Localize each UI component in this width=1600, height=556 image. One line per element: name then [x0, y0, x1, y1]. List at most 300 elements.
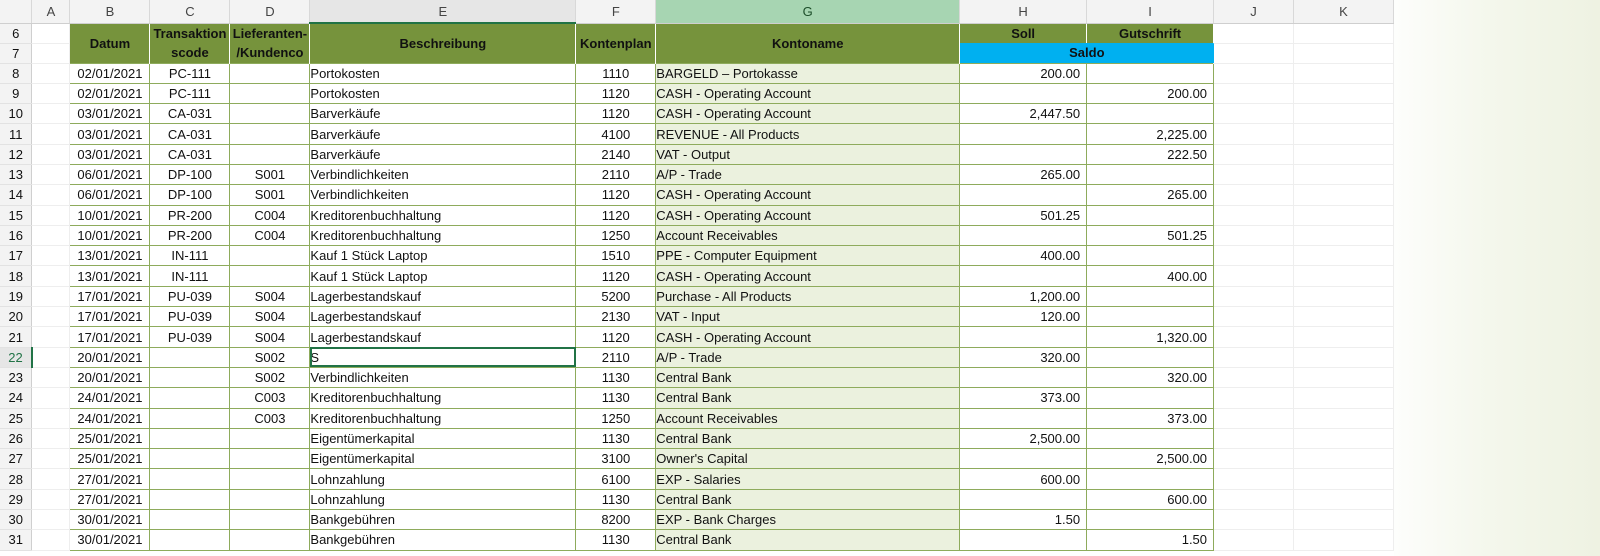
cell-gutschrift[interactable]: [1087, 347, 1214, 367]
cell-kontenplan[interactable]: 8200: [576, 510, 656, 530]
cell-datum[interactable]: 25/01/2021: [70, 428, 150, 448]
cell-j[interactable]: [1214, 530, 1294, 550]
row-number[interactable]: 26: [0, 428, 32, 448]
cell-j7[interactable]: [1214, 43, 1294, 63]
cell-j[interactable]: [1214, 489, 1294, 509]
column-header-e[interactable]: E: [310, 0, 576, 23]
cell-kontoname[interactable]: Account Receivables: [656, 408, 960, 428]
cell-transaktionscode[interactable]: [150, 367, 230, 387]
cell-kundencode[interactable]: [230, 144, 310, 164]
header-gutschrift[interactable]: Gutschrift: [1087, 23, 1214, 43]
cell-datum[interactable]: 17/01/2021: [70, 286, 150, 306]
cell-soll[interactable]: 2,447.50: [960, 104, 1087, 124]
cell-beschreibung[interactable]: Verbindlichkeiten: [310, 185, 576, 205]
cell-kontenplan[interactable]: 2130: [576, 307, 656, 327]
cell-transaktionscode[interactable]: IN-111: [150, 246, 230, 266]
cell-kontenplan[interactable]: 1130: [576, 489, 656, 509]
cell-transaktionscode[interactable]: CA-031: [150, 124, 230, 144]
column-header-j[interactable]: J: [1214, 0, 1294, 23]
row-number[interactable]: 19: [0, 286, 32, 306]
cell-j[interactable]: [1214, 205, 1294, 225]
cell-transaktionscode[interactable]: CA-031: [150, 104, 230, 124]
cell-kontenplan[interactable]: 1120: [576, 185, 656, 205]
cell-j[interactable]: [1214, 124, 1294, 144]
row-number[interactable]: 18: [0, 266, 32, 286]
cell-j[interactable]: [1214, 388, 1294, 408]
cell-k[interactable]: [1293, 530, 1393, 550]
cell-soll[interactable]: 600.00: [960, 469, 1087, 489]
cell-transaktionscode[interactable]: PU-039: [150, 286, 230, 306]
cell-datum[interactable]: 30/01/2021: [70, 510, 150, 530]
header-datum[interactable]: Datum: [70, 23, 150, 63]
cell-datum[interactable]: 03/01/2021: [70, 124, 150, 144]
cell-datum[interactable]: 20/01/2021: [70, 347, 150, 367]
cell-kontenplan[interactable]: 1110: [576, 63, 656, 83]
cell-gutschrift[interactable]: [1087, 104, 1214, 124]
cell-kontenplan[interactable]: 3100: [576, 449, 656, 469]
cell-datum[interactable]: 02/01/2021: [70, 83, 150, 103]
cell-a[interactable]: [32, 347, 70, 367]
cell-j[interactable]: [1214, 307, 1294, 327]
cell-beschreibung[interactable]: Bankgebühren: [310, 510, 576, 530]
cell-j[interactable]: [1214, 63, 1294, 83]
cell-datum[interactable]: 03/01/2021: [70, 104, 150, 124]
cell-datum[interactable]: 10/01/2021: [70, 225, 150, 245]
cell-j[interactable]: [1214, 449, 1294, 469]
cell-k[interactable]: [1293, 205, 1393, 225]
cell-kontenplan[interactable]: 1120: [576, 266, 656, 286]
cell-kontoname[interactable]: EXP - Salaries: [656, 469, 960, 489]
cell-beschreibung[interactable]: Lohnzahlung: [310, 489, 576, 509]
column-header-i[interactable]: I: [1087, 0, 1214, 23]
cell-k[interactable]: [1293, 225, 1393, 245]
cell-kontoname[interactable]: CASH - Operating Account: [656, 104, 960, 124]
cell-k[interactable]: [1293, 408, 1393, 428]
cell-soll[interactable]: [960, 83, 1087, 103]
header-kontenplan[interactable]: Kontenplan: [576, 23, 656, 63]
cell-kontoname[interactable]: Central Bank: [656, 489, 960, 509]
cell-soll[interactable]: [960, 266, 1087, 286]
cell-datum[interactable]: 13/01/2021: [70, 246, 150, 266]
cell-transaktionscode[interactable]: [150, 530, 230, 550]
cell-a[interactable]: [32, 510, 70, 530]
cell-gutschrift[interactable]: 265.00: [1087, 185, 1214, 205]
cell-kundencode[interactable]: [230, 124, 310, 144]
cell-k[interactable]: [1293, 144, 1393, 164]
column-header-d[interactable]: D: [230, 0, 310, 23]
cell-a[interactable]: [32, 286, 70, 306]
cell-a[interactable]: [32, 225, 70, 245]
cell-kontoname[interactable]: Central Bank: [656, 367, 960, 387]
column-header-h[interactable]: H: [960, 0, 1087, 23]
cell-gutschrift[interactable]: [1087, 286, 1214, 306]
cell-soll[interactable]: [960, 449, 1087, 469]
cell-a[interactable]: [32, 307, 70, 327]
cell-kontoname[interactable]: Central Bank: [656, 428, 960, 448]
cell-k[interactable]: [1293, 449, 1393, 469]
cell-kundencode[interactable]: [230, 449, 310, 469]
cell-kundencode[interactable]: [230, 489, 310, 509]
cell-soll[interactable]: 1.50: [960, 510, 1087, 530]
active-cell-beschreibung[interactable]: S: [310, 347, 576, 367]
row-number[interactable]: 9: [0, 83, 32, 103]
cell-gutschrift[interactable]: 501.25: [1087, 225, 1214, 245]
cell-gutschrift[interactable]: 320.00: [1087, 367, 1214, 387]
cell-datum[interactable]: 17/01/2021: [70, 327, 150, 347]
cell-soll[interactable]: [960, 327, 1087, 347]
cell-a[interactable]: [32, 327, 70, 347]
cell-beschreibung[interactable]: Verbindlichkeiten: [310, 164, 576, 184]
cell-k[interactable]: [1293, 63, 1393, 83]
cell-kundencode[interactable]: S002: [230, 347, 310, 367]
cell-soll[interactable]: 265.00: [960, 164, 1087, 184]
cell-j[interactable]: [1214, 164, 1294, 184]
cell-kontoname[interactable]: Account Receivables: [656, 225, 960, 245]
cell-beschreibung[interactable]: Kreditorenbuchhaltung: [310, 388, 576, 408]
header-lieferanten-line2[interactable]: /Kundenco: [230, 43, 310, 63]
cell-kontoname[interactable]: EXP - Bank Charges: [656, 510, 960, 530]
column-header-c[interactable]: C: [150, 0, 230, 23]
cell-soll[interactable]: 2,500.00: [960, 428, 1087, 448]
cell-kontoname[interactable]: Owner's Capital: [656, 449, 960, 469]
column-header-g[interactable]: G: [656, 0, 960, 23]
cell-kontenplan[interactable]: 1130: [576, 367, 656, 387]
cell-transaktionscode[interactable]: [150, 489, 230, 509]
cell-datum[interactable]: 10/01/2021: [70, 205, 150, 225]
cell-kundencode[interactable]: S001: [230, 164, 310, 184]
row-number[interactable]: 24: [0, 388, 32, 408]
row-number[interactable]: 20: [0, 307, 32, 327]
cell-k[interactable]: [1293, 286, 1393, 306]
cell-soll[interactable]: [960, 144, 1087, 164]
cell-kundencode[interactable]: [230, 510, 310, 530]
cell-kundencode[interactable]: S004: [230, 286, 310, 306]
cell-transaktionscode[interactable]: PC-111: [150, 63, 230, 83]
cell-kontenplan[interactable]: 1130: [576, 530, 656, 550]
cell-k[interactable]: [1293, 367, 1393, 387]
cell-kontenplan[interactable]: 1250: [576, 408, 656, 428]
cell-datum[interactable]: 24/01/2021: [70, 388, 150, 408]
cell-beschreibung[interactable]: Portokosten: [310, 83, 576, 103]
row-number[interactable]: 22: [0, 347, 32, 367]
cell-kontoname[interactable]: CASH - Operating Account: [656, 83, 960, 103]
row-number[interactable]: 7: [0, 43, 32, 63]
cell-a[interactable]: [32, 205, 70, 225]
cell-kontoname[interactable]: A/P - Trade: [656, 164, 960, 184]
cell-beschreibung[interactable]: Kreditorenbuchhaltung: [310, 225, 576, 245]
cell-beschreibung[interactable]: Barverkäufe: [310, 124, 576, 144]
cell-datum[interactable]: 06/01/2021: [70, 185, 150, 205]
cell-transaktionscode[interactable]: DP-100: [150, 185, 230, 205]
column-header-a[interactable]: A: [32, 0, 70, 23]
row-number[interactable]: 29: [0, 489, 32, 509]
cell-gutschrift[interactable]: 2,500.00: [1087, 449, 1214, 469]
cell-datum[interactable]: 20/01/2021: [70, 367, 150, 387]
cell-kontenplan[interactable]: 1130: [576, 388, 656, 408]
cell-gutschrift[interactable]: 1,320.00: [1087, 327, 1214, 347]
header-transaktion-line2[interactable]: scode: [150, 43, 230, 63]
cell-kontenplan[interactable]: 1120: [576, 205, 656, 225]
cell-transaktionscode[interactable]: PU-039: [150, 307, 230, 327]
cell-gutschrift[interactable]: [1087, 246, 1214, 266]
cell-beschreibung[interactable]: Barverkäufe: [310, 144, 576, 164]
row-number[interactable]: 17: [0, 246, 32, 266]
cell-soll[interactable]: 200.00: [960, 63, 1087, 83]
row-number[interactable]: 21: [0, 327, 32, 347]
cell-beschreibung[interactable]: Lohnzahlung: [310, 469, 576, 489]
cell-kontenplan[interactable]: 1120: [576, 83, 656, 103]
cell-kundencode[interactable]: [230, 530, 310, 550]
cell-k[interactable]: [1293, 428, 1393, 448]
cell-datum[interactable]: 02/01/2021: [70, 63, 150, 83]
row-number[interactable]: 13: [0, 164, 32, 184]
cell-datum[interactable]: 06/01/2021: [70, 164, 150, 184]
row-number[interactable]: 25: [0, 408, 32, 428]
row-number[interactable]: 31: [0, 530, 32, 550]
cell-kundencode[interactable]: [230, 63, 310, 83]
cell-a[interactable]: [32, 164, 70, 184]
column-header-k[interactable]: K: [1293, 0, 1393, 23]
cell-kontoname[interactable]: A/P - Trade: [656, 347, 960, 367]
cell-a[interactable]: [32, 449, 70, 469]
cell-beschreibung[interactable]: Barverkäufe: [310, 104, 576, 124]
cell-j6[interactable]: [1214, 23, 1294, 43]
header-kontoname[interactable]: Kontoname: [656, 23, 960, 63]
cell-transaktionscode[interactable]: PC-111: [150, 83, 230, 103]
cell-k[interactable]: [1293, 347, 1393, 367]
header-saldo[interactable]: Saldo: [960, 43, 1214, 63]
cell-kundencode[interactable]: [230, 428, 310, 448]
cell-a7[interactable]: [32, 43, 70, 63]
cell-kontoname[interactable]: CASH - Operating Account: [656, 327, 960, 347]
row-number[interactable]: 15: [0, 205, 32, 225]
cell-transaktionscode[interactable]: [150, 510, 230, 530]
cell-k[interactable]: [1293, 327, 1393, 347]
cell-a[interactable]: [32, 489, 70, 509]
cell-soll[interactable]: 400.00: [960, 246, 1087, 266]
cell-kontenplan[interactable]: 4100: [576, 124, 656, 144]
cell-kundencode[interactable]: [230, 469, 310, 489]
cell-kundencode[interactable]: S001: [230, 185, 310, 205]
cell-transaktionscode[interactable]: PR-200: [150, 205, 230, 225]
cell-gutschrift[interactable]: [1087, 307, 1214, 327]
cell-a[interactable]: [32, 124, 70, 144]
cell-j[interactable]: [1214, 144, 1294, 164]
cell-j[interactable]: [1214, 185, 1294, 205]
row-number[interactable]: 11: [0, 124, 32, 144]
cell-k6[interactable]: [1293, 23, 1393, 43]
cell-datum[interactable]: 24/01/2021: [70, 408, 150, 428]
cell-soll[interactable]: [960, 489, 1087, 509]
cell-datum[interactable]: 30/01/2021: [70, 530, 150, 550]
cell-gutschrift[interactable]: [1087, 63, 1214, 83]
cell-datum[interactable]: 27/01/2021: [70, 489, 150, 509]
row-number[interactable]: 14: [0, 185, 32, 205]
cell-soll[interactable]: [960, 225, 1087, 245]
cell-datum[interactable]: 13/01/2021: [70, 266, 150, 286]
cell-kundencode[interactable]: S004: [230, 307, 310, 327]
row-number[interactable]: 10: [0, 104, 32, 124]
cell-transaktionscode[interactable]: [150, 388, 230, 408]
cell-beschreibung[interactable]: Bankgebühren: [310, 530, 576, 550]
cell-a[interactable]: [32, 246, 70, 266]
cell-datum[interactable]: 17/01/2021: [70, 307, 150, 327]
cell-gutschrift[interactable]: [1087, 469, 1214, 489]
cell-gutschrift[interactable]: [1087, 164, 1214, 184]
cell-a[interactable]: [32, 104, 70, 124]
cell-gutschrift[interactable]: 400.00: [1087, 266, 1214, 286]
cell-j[interactable]: [1214, 327, 1294, 347]
cell-kontoname[interactable]: VAT - Output: [656, 144, 960, 164]
cell-kontenplan[interactable]: 6100: [576, 469, 656, 489]
cell-gutschrift[interactable]: 222.50: [1087, 144, 1214, 164]
cell-gutschrift[interactable]: 1.50: [1087, 530, 1214, 550]
cell-gutschrift[interactable]: 2,225.00: [1087, 124, 1214, 144]
cell-kontenplan[interactable]: 1250: [576, 225, 656, 245]
cell-a[interactable]: [32, 266, 70, 286]
cell-kontenplan[interactable]: 1510: [576, 246, 656, 266]
cell-j[interactable]: [1214, 104, 1294, 124]
cell-kundencode[interactable]: [230, 246, 310, 266]
cell-kontoname[interactable]: BARGELD – Portokasse: [656, 63, 960, 83]
cell-k[interactable]: [1293, 489, 1393, 509]
cell-kontoname[interactable]: CASH - Operating Account: [656, 185, 960, 205]
cell-gutschrift[interactable]: [1087, 428, 1214, 448]
cell-k[interactable]: [1293, 185, 1393, 205]
cell-soll[interactable]: 373.00: [960, 388, 1087, 408]
cell-transaktionscode[interactable]: IN-111: [150, 266, 230, 286]
cell-kundencode[interactable]: S002: [230, 367, 310, 387]
cell-soll[interactable]: [960, 408, 1087, 428]
cell-kundencode[interactable]: [230, 104, 310, 124]
cell-beschreibung[interactable]: Lagerbestandskauf: [310, 327, 576, 347]
cell-kontoname[interactable]: VAT - Input: [656, 307, 960, 327]
cell-beschreibung[interactable]: Lagerbestandskauf: [310, 307, 576, 327]
cell-soll[interactable]: 120.00: [960, 307, 1087, 327]
cell-kundencode[interactable]: C004: [230, 205, 310, 225]
cell-k[interactable]: [1293, 469, 1393, 489]
row-number[interactable]: 8: [0, 63, 32, 83]
cell-kontenplan[interactable]: 2140: [576, 144, 656, 164]
header-lieferanten[interactable]: Lieferanten-: [230, 23, 310, 43]
column-header-b[interactable]: B: [70, 0, 150, 23]
cell-beschreibung[interactable]: Portokosten: [310, 63, 576, 83]
cell-a[interactable]: [32, 367, 70, 387]
cell-datum[interactable]: 25/01/2021: [70, 449, 150, 469]
cell-a[interactable]: [32, 388, 70, 408]
cell-j[interactable]: [1214, 225, 1294, 245]
row-number[interactable]: 23: [0, 367, 32, 387]
cell-beschreibung[interactable]: Verbindlichkeiten: [310, 367, 576, 387]
cell-kontoname[interactable]: Purchase - All Products: [656, 286, 960, 306]
cell-j[interactable]: [1214, 469, 1294, 489]
cell-k[interactable]: [1293, 104, 1393, 124]
cell-k[interactable]: [1293, 164, 1393, 184]
cell-datum[interactable]: 27/01/2021: [70, 469, 150, 489]
cell-kontoname[interactable]: Central Bank: [656, 530, 960, 550]
cell-kontoname[interactable]: REVENUE - All Products: [656, 124, 960, 144]
cell-a[interactable]: [32, 530, 70, 550]
cell-a[interactable]: [32, 63, 70, 83]
cell-j[interactable]: [1214, 347, 1294, 367]
cell-soll[interactable]: [960, 530, 1087, 550]
cell-a[interactable]: [32, 83, 70, 103]
cell-k[interactable]: [1293, 307, 1393, 327]
cell-soll[interactable]: [960, 367, 1087, 387]
cell-kundencode[interactable]: C004: [230, 225, 310, 245]
cell-j[interactable]: [1214, 246, 1294, 266]
cell-kundencode[interactable]: C003: [230, 388, 310, 408]
cell-kontenplan[interactable]: 2110: [576, 164, 656, 184]
cell-gutschrift[interactable]: [1087, 388, 1214, 408]
cell-gutschrift[interactable]: 373.00: [1087, 408, 1214, 428]
cell-kontenplan[interactable]: 5200: [576, 286, 656, 306]
cell-gutschrift[interactable]: 200.00: [1087, 83, 1214, 103]
cell-soll[interactable]: [960, 185, 1087, 205]
cell-beschreibung[interactable]: Kreditorenbuchhaltung: [310, 205, 576, 225]
cell-datum[interactable]: 03/01/2021: [70, 144, 150, 164]
row-number[interactable]: 6: [0, 23, 32, 43]
cell-a[interactable]: [32, 144, 70, 164]
cell-a[interactable]: [32, 185, 70, 205]
row-number[interactable]: 30: [0, 510, 32, 530]
cell-soll[interactable]: [960, 124, 1087, 144]
cell-a[interactable]: [32, 469, 70, 489]
cell-kontoname[interactable]: Central Bank: [656, 388, 960, 408]
header-soll[interactable]: Soll: [960, 23, 1087, 43]
cell-kontoname[interactable]: CASH - Operating Account: [656, 266, 960, 286]
cell-j[interactable]: [1214, 286, 1294, 306]
cell-j[interactable]: [1214, 83, 1294, 103]
cell-gutschrift[interactable]: [1087, 205, 1214, 225]
cell-kundencode[interactable]: [230, 83, 310, 103]
header-beschreibung[interactable]: Beschreibung: [310, 23, 576, 63]
cell-kundencode[interactable]: [230, 266, 310, 286]
cell-k[interactable]: [1293, 388, 1393, 408]
row-number[interactable]: 28: [0, 469, 32, 489]
header-transaktion[interactable]: Transaktion: [150, 23, 230, 43]
cell-k[interactable]: [1293, 83, 1393, 103]
cell-transaktionscode[interactable]: [150, 449, 230, 469]
cell-k7[interactable]: [1293, 43, 1393, 63]
cell-kontenplan[interactable]: 1120: [576, 327, 656, 347]
cell-gutschrift[interactable]: [1087, 510, 1214, 530]
column-header-f[interactable]: F: [576, 0, 656, 23]
cell-kundencode[interactable]: S004: [230, 327, 310, 347]
cell-a6[interactable]: [32, 23, 70, 43]
cell-j[interactable]: [1214, 510, 1294, 530]
cell-kontoname[interactable]: CASH - Operating Account: [656, 205, 960, 225]
cell-transaktionscode[interactable]: CA-031: [150, 144, 230, 164]
cell-gutschrift[interactable]: 600.00: [1087, 489, 1214, 509]
cell-transaktionscode[interactable]: [150, 408, 230, 428]
cell-j[interactable]: [1214, 408, 1294, 428]
cell-beschreibung[interactable]: Kauf 1 Stück Laptop: [310, 266, 576, 286]
cell-kontenplan[interactable]: 1130: [576, 428, 656, 448]
cell-transaktionscode[interactable]: PR-200: [150, 225, 230, 245]
cell-a[interactable]: [32, 408, 70, 428]
cell-soll[interactable]: 501.25: [960, 205, 1087, 225]
cell-transaktionscode[interactable]: [150, 347, 230, 367]
row-number[interactable]: 27: [0, 449, 32, 469]
cell-j[interactable]: [1214, 428, 1294, 448]
cell-beschreibung[interactable]: Eigentümerkapital: [310, 449, 576, 469]
cell-beschreibung[interactable]: Kauf 1 Stück Laptop: [310, 246, 576, 266]
cell-transaktionscode[interactable]: [150, 428, 230, 448]
cell-transaktionscode[interactable]: DP-100: [150, 164, 230, 184]
cell-soll[interactable]: 1,200.00: [960, 286, 1087, 306]
cell-transaktionscode[interactable]: PU-039: [150, 327, 230, 347]
